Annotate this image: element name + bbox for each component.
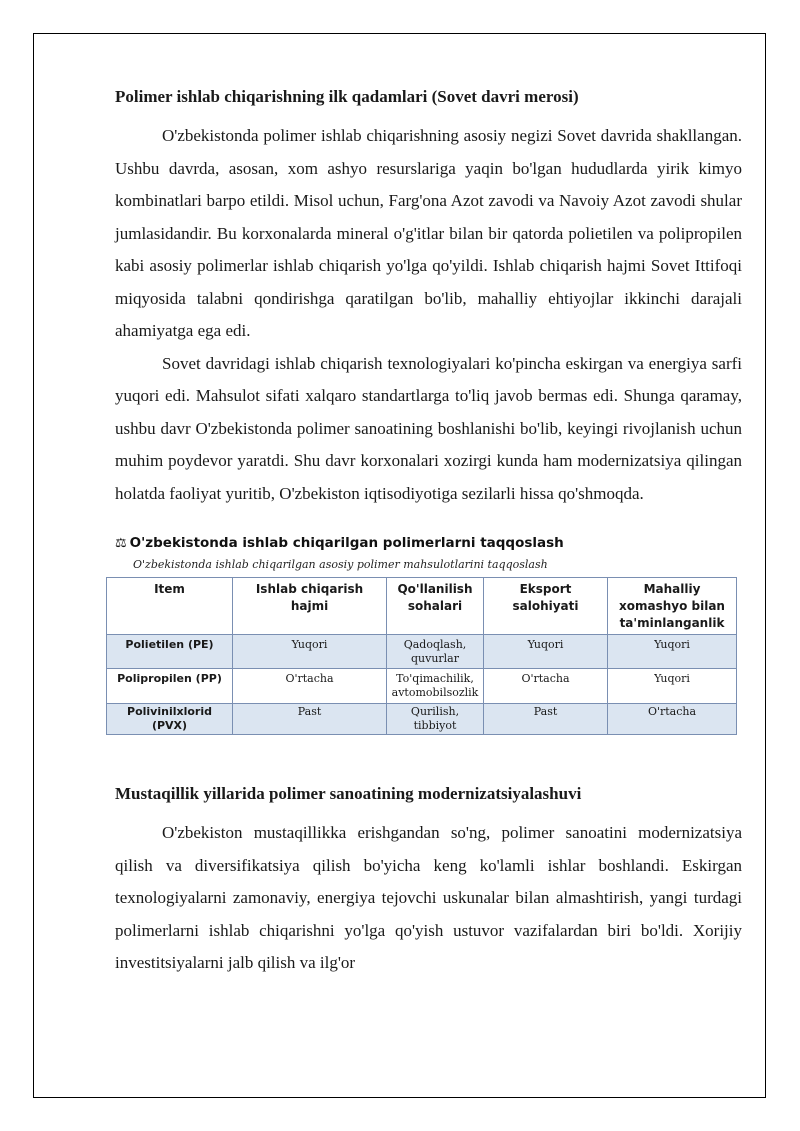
table-cell: Yuqori xyxy=(233,635,387,669)
column-header: Mahalliy xomashyo bilan ta'minlanganlik xyxy=(608,578,737,635)
column-header: Eksport salohiyati xyxy=(484,578,608,635)
table-row xyxy=(107,704,737,735)
table-cell: Polipropilen (PP) xyxy=(107,669,233,704)
table-header-row xyxy=(107,578,737,635)
table-cell: Past xyxy=(233,704,387,735)
table-cell: Qurilish, tibbiyot xyxy=(387,704,484,735)
paragraph: O'zbekiston mustaqillikka erishgandan so'ng, polimer sanoatini modernizatsiya qilish va diversifikatsiya qilish bo'yicha keng ko'lamli ishlar boshlandi. Eskirgan texnologiyalarni zamonaviy, energiya tejovchi uskunalar bilan almashtirish, yangi turdagi polimerlarni ishlab chiqarishni yo'lga qo'yish ustuvor vazifalardan biri bo'ldi. Xorijiy investitsiyalarni jalb qilish va ilg'or xyxy=(115,823,742,972)
table-caption xyxy=(115,533,742,554)
section-heading-independence-era: Mustaqillik yillarida polimer sanoatining modernizatsiyalashuvi xyxy=(115,784,582,803)
table-title: O'zbekistonda ishlab chiqarilgan polimerlarni taqqoslash xyxy=(129,535,564,551)
table-cell: O'rtacha xyxy=(484,669,608,704)
table-cell: Yuqori xyxy=(484,635,608,669)
column-header: Item xyxy=(107,578,233,635)
table-cell: Past xyxy=(484,704,608,735)
table-cell: O'rtacha xyxy=(608,704,737,735)
table-cell: Yuqori xyxy=(608,669,737,704)
table-cell: Polietilen (PE) xyxy=(107,635,233,669)
document-body xyxy=(115,84,742,980)
table-subtitle: O'zbekistonda ishlab chiqarilgan asosiy polimer mahsulotlarini taqqoslash xyxy=(133,558,548,571)
table-cell: Qadoqlash, quvurlar xyxy=(387,635,484,669)
column-header: Ishlab chiqarish hajmi xyxy=(233,578,387,635)
section-heading-soviet-era: Polimer ishlab chiqarishning ilk qadamlari (Sovet davri merosi) xyxy=(115,87,579,106)
table-cell: To'qimachilik, avtomobilsozlik xyxy=(387,669,484,704)
scales-icon: ⚖ xyxy=(115,536,127,551)
table-row xyxy=(107,669,737,704)
paragraph: Sovet davridagi ishlab chiqarish texnologiyalari ko'pincha eskirgan va energiya sarfi yuqori edi. Mahsulot sifati xalqaro standartlarga to'liq javob bermas edi. Shunga qaramay, ushbu davr O'zbekistonda polimer sanoatining boshlanishi bo'lib, keyingi rivojlanish uchun muhim poydevor yaratdi. Shu davr korxonalari xozirgi kunda ham modernizatsiya qilingan holatda faoliyat yuritib, O'zbekiston iqtisodiyotiga sezilarli hissa qo'shmoqda. xyxy=(115,353,742,503)
polymer-comparison-table xyxy=(106,577,737,735)
table-cell: Polivinilxlorid (PVX) xyxy=(107,704,233,735)
table-row xyxy=(107,635,737,669)
table-cell: Yuqori xyxy=(608,635,737,669)
column-header: Qo'llanilish sohalari xyxy=(387,578,484,635)
paragraph: O'zbekistonda polimer ishlab chiqarishning asosiy negizi Sovet davrida shakllangan. Ushbu davrda, asosan, xom ashyo resurslariga yaqin bo'lgan hududlarda yirik kimyo kombinatlari barpo etildi. Misol uchun, Farg'ona Azot zavodi va Navoiy Azot zavodi shular jumlasidandir. Bu korxonalarda mineral o'g'itlar bilan bir qatorda polietilen va polipropilen kabi asosiy polimerlar ishlab chiqarish yo'lga qo'yildi. Ishlab chiqarish hajmi Sovet Ittifoqi miqyosida talabni qondirishga qaratilgan bo'lib, mahalliy ehtiyojlar ikkinchi darajali ahamiyatga ega edi. xyxy=(115,126,742,340)
table-cell: O'rtacha xyxy=(233,669,387,704)
